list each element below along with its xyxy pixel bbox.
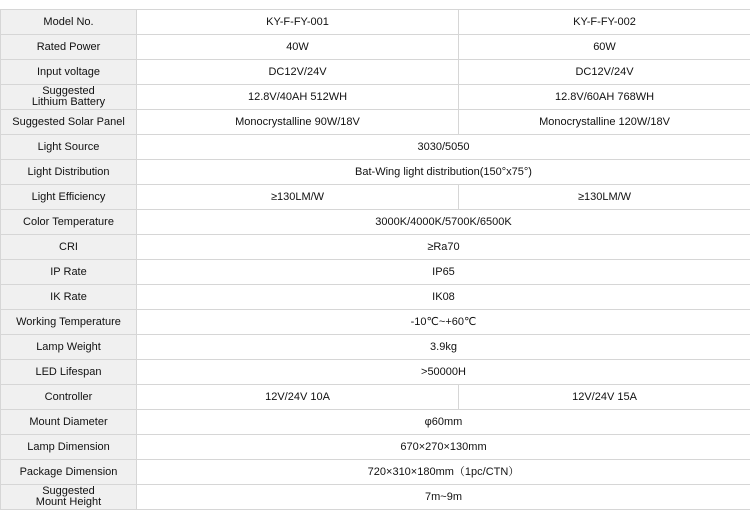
spec-value-model-2: KY-F-FY-002 <box>459 10 750 35</box>
spec-row <box>1 60 750 85</box>
spec-label: Suggested Lithium Battery <box>1 85 137 110</box>
spec-label: Model No. <box>1 10 137 35</box>
spec-value-model-1: KY-F-FY-001 <box>137 10 459 35</box>
spec-row <box>1 485 750 510</box>
spec-value-shared: IK08 <box>137 285 750 310</box>
spec-label: LED Lifespan <box>1 360 137 385</box>
spec-label: Suggested Mount Height <box>1 485 137 510</box>
spec-value-shared: 3000K/4000K/5700K/6500K <box>137 210 750 235</box>
spec-label: Controller <box>1 385 137 410</box>
spec-row <box>1 185 750 210</box>
spec-row <box>1 360 750 385</box>
spec-value-shared: -10℃~+60℃ <box>137 310 750 335</box>
spec-value-shared: 7m~9m <box>137 485 750 510</box>
spec-value-model-2: 12V/24V 15A <box>459 385 750 410</box>
spec-value-model-1: DC12V/24V <box>137 60 459 85</box>
spec-label: Package Dimension <box>1 460 137 485</box>
spec-value-shared: φ60mm <box>137 410 750 435</box>
spec-row <box>1 160 750 185</box>
spec-row <box>1 410 750 435</box>
spec-row <box>1 110 750 135</box>
spec-label: Color Temperature <box>1 210 137 235</box>
spec-row <box>1 35 750 60</box>
spec-value-model-1: 40W <box>137 35 459 60</box>
spec-row <box>1 285 750 310</box>
spec-table <box>0 9 750 510</box>
spec-row <box>1 460 750 485</box>
spec-row <box>1 235 750 260</box>
spec-value-shared: 720×310×180mm（1pc/CTN） <box>137 460 750 485</box>
spec-label: Working Temperature <box>1 310 137 335</box>
spec-label: IP Rate <box>1 260 137 285</box>
spec-value-shared: 670×270×130mm <box>137 435 750 460</box>
spec-label: Mount Diameter <box>1 410 137 435</box>
spec-row <box>1 10 750 35</box>
spec-value-model-1: ≥130LM/W <box>137 185 459 210</box>
spec-label: Input voltage <box>1 60 137 85</box>
spec-value-shared: 3.9kg <box>137 335 750 360</box>
spec-label: Light Source <box>1 135 137 160</box>
spec-row <box>1 135 750 160</box>
spec-row <box>1 335 750 360</box>
spec-row <box>1 310 750 335</box>
spec-label: Suggested Solar Panel <box>1 110 137 135</box>
spec-label: Rated Power <box>1 35 137 60</box>
spec-table-body <box>1 10 750 510</box>
spec-label: Lamp Weight <box>1 335 137 360</box>
spec-row <box>1 85 750 110</box>
spec-row <box>1 435 750 460</box>
spec-value-model-2: DC12V/24V <box>459 60 750 85</box>
spec-value-shared: >50000H <box>137 360 750 385</box>
spec-value-model-2: 60W <box>459 35 750 60</box>
spec-value-model-1: 12V/24V 10A <box>137 385 459 410</box>
spec-label: CRI <box>1 235 137 260</box>
spec-value-model-1: 12.8V/40AH 512WH <box>137 85 459 110</box>
spec-value-model-2: ≥130LM/W <box>459 185 750 210</box>
spec-value-model-2: Monocrystalline 120W/18V <box>459 110 750 135</box>
spec-value-shared: IP65 <box>137 260 750 285</box>
spec-label: IK Rate <box>1 285 137 310</box>
spec-row <box>1 260 750 285</box>
spec-row <box>1 385 750 410</box>
spec-value-model-1: Monocrystalline 90W/18V <box>137 110 459 135</box>
spec-value-shared: Bat-Wing light distribution(150°x75°) <box>137 160 750 185</box>
spec-label: Lamp Dimension <box>1 435 137 460</box>
spec-value-shared: ≥Ra70 <box>137 235 750 260</box>
spec-value-shared: 3030/5050 <box>137 135 750 160</box>
spec-value-model-2: 12.8V/60AH 768WH <box>459 85 750 110</box>
spec-label: Light Distribution <box>1 160 137 185</box>
spec-label: Light Efficiency <box>1 185 137 210</box>
spec-row <box>1 210 750 235</box>
